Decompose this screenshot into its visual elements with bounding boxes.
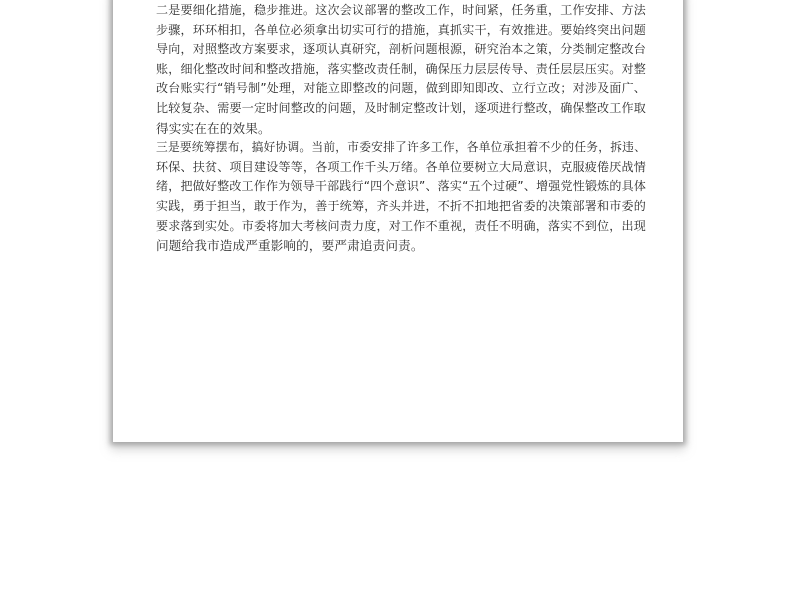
document-page [113, 0, 683, 442]
text-line: 比较复杂、需要一定时间整改的问题，及时制定整改计划，逐项进行整改，确保整改工作取 [156, 100, 646, 115]
text-line: 二是要细化措施，稳步推进。这次会议部署的整改工作，时间紧，任务重，工作安排、方法 [156, 3, 646, 17]
paragraph-detailed-measures [156, 1, 646, 138]
text-line: 得实实在在的效果。 [156, 120, 271, 136]
text-line: 步骤，环环相扣，各单位必须拿出切实可行的措施，真抓实干，有效推进。要始终突出问题 [156, 22, 646, 37]
text-line: 改台账实行“销号制”处理，对能立即整改的问题，做到即知即改、立行立改；对涉及面广、 [156, 81, 646, 96]
text-line: 环保、扶贫、项目建设等等，各项工作千头万绪。各单位要树立大局意识，克服疲倦厌战情 [156, 159, 646, 174]
text-line: 问题给我市造成严重影响的，要严肃追责问责。 [156, 238, 424, 254]
paragraph-coordination [156, 138, 646, 256]
document-body [156, 1, 646, 256]
text-line: 要求落到实处。市委将加大考核问责力度，对工作不重视，责任不明确，落实不到位，出现 [156, 218, 646, 233]
text-line: 三是要统筹摆布，搞好协调。当前，市委安排了许多工作，各单位承担着不少的任务，拆违、 [156, 140, 646, 155]
text-line: 账，细化整改时间和整改措施，落实整改责任制，确保压力层层传导、责任层层压实。对整 [156, 61, 646, 76]
text-line: 绪，把做好整改工作作为领导干部践行“四个意识”、落实“五个过硬”、增强党性锻炼的具体 [156, 179, 646, 194]
text-line: 实践，勇于担当，敢于作为，善于统筹，齐头并进，不折不扣地把省委的决策部署和市委的 [156, 198, 646, 213]
text-line: 导向，对照整改方案要求，逐项认真研究，剖析问题根源，研究治本之策，分类制定整改台 [156, 42, 646, 57]
